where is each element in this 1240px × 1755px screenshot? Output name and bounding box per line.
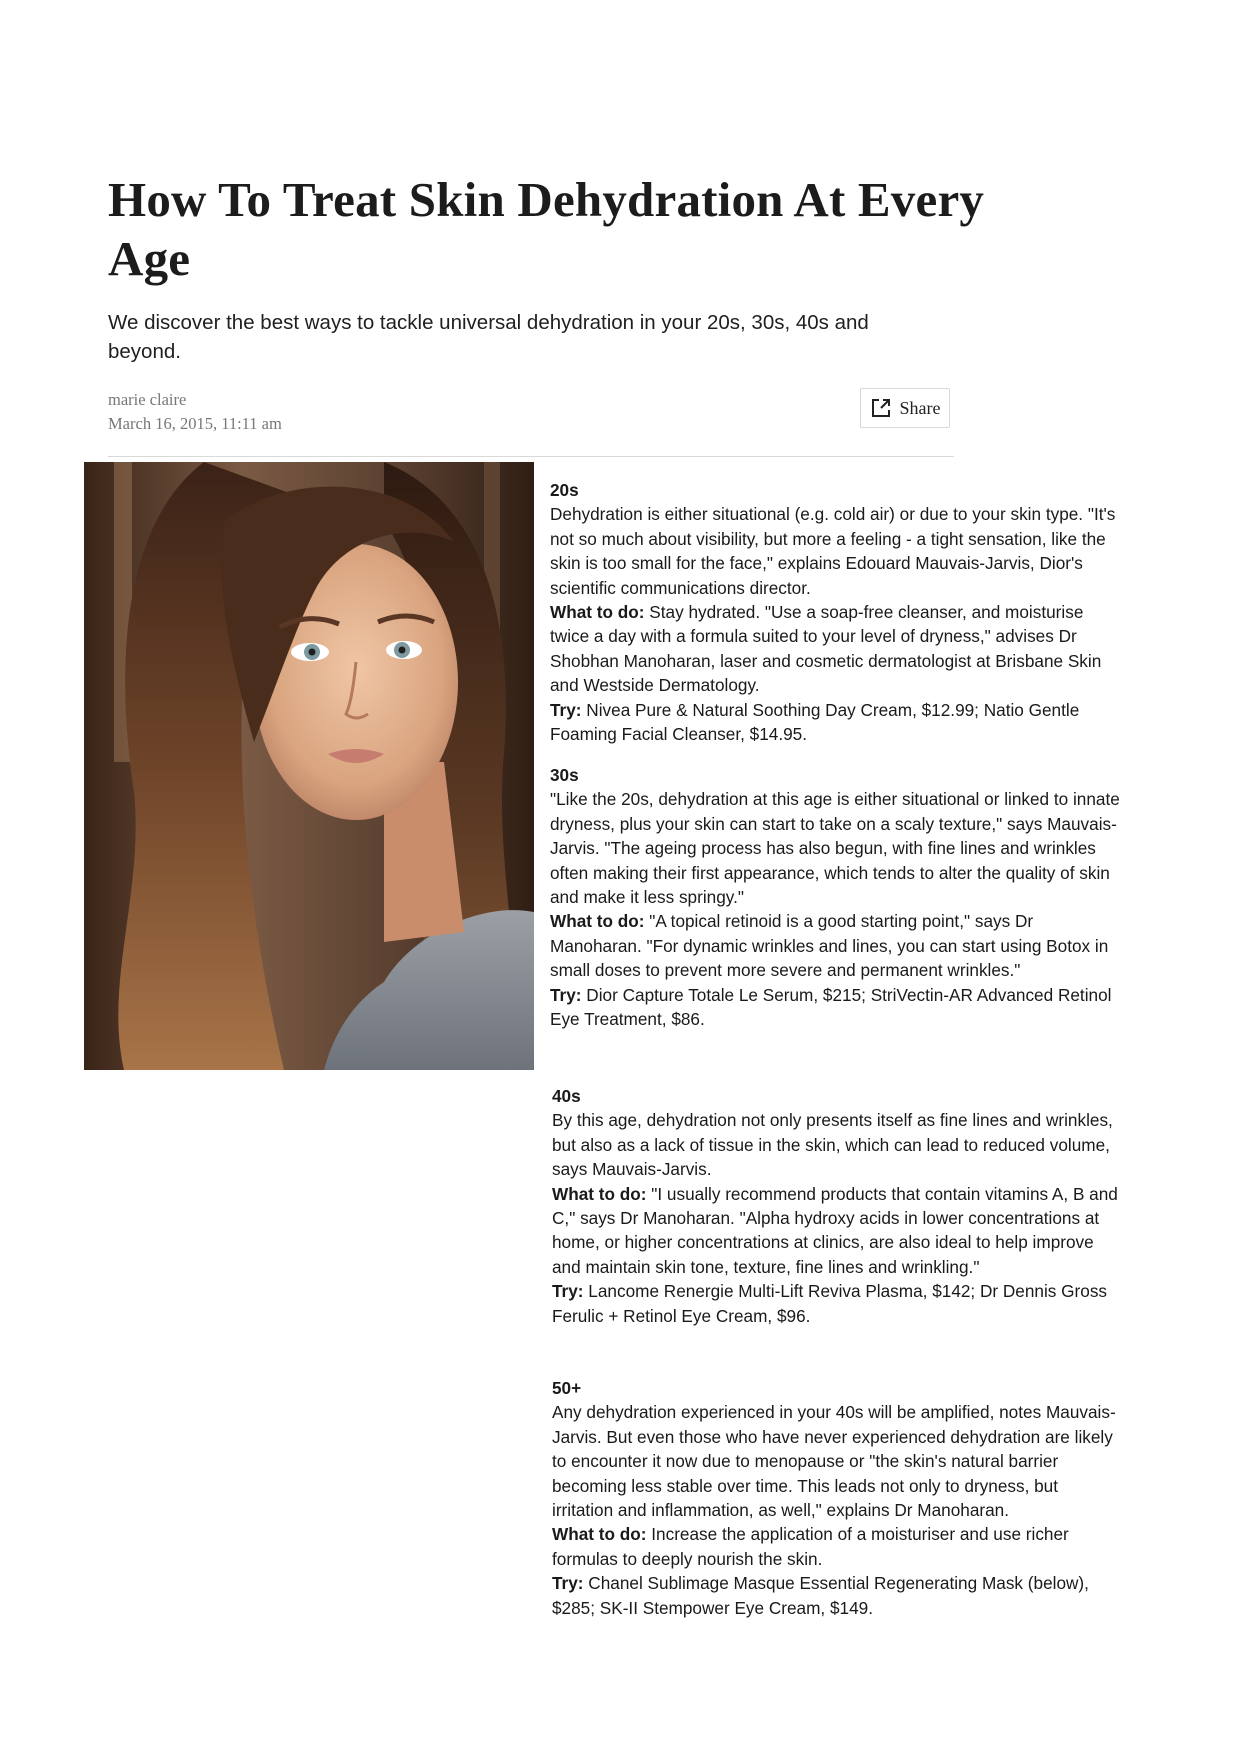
- section-what-to-do: [552, 1522, 1122, 1571]
- byline: [108, 388, 282, 436]
- section-heading: 50+: [552, 1378, 582, 1398]
- article-subtitle: We discover the best ways to tackle universal dehydration in your 20s, 30s, 40s and beyond.: [108, 311, 869, 363]
- section-50-plus: [552, 1376, 1122, 1620]
- what-to-do-label: What to do:: [550, 911, 645, 932]
- section-30s: [550, 763, 1120, 1031]
- section-intro: By this age, dehydration not only presents itself as fine lines and wrinkles, but also as a lack of tissue in the skin, which can lead to reduced volume, says Mauvais-Jarvis.: [552, 1110, 1113, 1180]
- section-intro: Any dehydration experienced in your 40s will be amplified, notes Mauvais-Jarvis. But even those who have never experienced dehydration are likely to encounter it now due to menopause or "the skin's natural barrier becoming less stable over time. This leads not only to dryness, but irritation and inflammation, as well," explains Dr Manoharan.: [552, 1402, 1116, 1521]
- section-intro: "Like the 20s, dehydration at this age is either situational or linked to innate dryness, plus your skin can start to take on a scaly texture," says Mauvais-Jarvis. "The ageing process has also begun, with fine lines and wrinkles often making their first appearance, which tends to alter the quality of skin and make it less springy.": [550, 789, 1120, 908]
- try-label: Try:: [550, 984, 582, 1005]
- what-to-do-label: What to do:: [550, 602, 645, 623]
- what-to-do-text: Stay hydrated. "Use a soap-free cleanser, and moisturise twice a day with a formula suited to your level of dryness," advises Dr Shobhan Manoharan, laser and cosmetic dermatologist at Brisbane Skin and Westside Dermatology.: [550, 602, 1102, 696]
- hero-photo: [84, 462, 534, 1070]
- section-try: [550, 698, 1120, 747]
- try-text: Lancome Renergie Multi-Lift Reviva Plasma, $142; Dr Dennis Gross Ferulic + Retinol Eye Cream, $96.: [552, 1281, 1108, 1326]
- section-40s: [552, 1084, 1122, 1328]
- try-label: Try:: [552, 1281, 584, 1302]
- section-try: [550, 983, 1120, 1032]
- share-label: Share: [899, 397, 941, 418]
- try-label: Try:: [550, 699, 582, 720]
- what-to-do-text: "I usually recommend products that contain vitamins A, B and C," says Dr Manoharan. "Alpha hydroxy acids in lower concentrations at home, or higher concentrations at clinics, are also ideal to help improve and maintain skin tone, texture, fine lines and wrinkling.": [552, 1183, 1118, 1277]
- publish-date: March 16, 2015, 11:11 am: [108, 414, 282, 433]
- section-what-to-do: [550, 600, 1120, 698]
- section-heading: 20s: [550, 480, 579, 500]
- what-to-do-text: Increase the application of a moisturiser and use richer formulas to deeply nourish the skin.: [552, 1524, 1069, 1569]
- section-intro: Dehydration is either situational (e.g. cold air) or due to your skin type. "It's not so much about visibility, but more a feeling - a tight sensation, like the skin is too small for the face," explains Edouard Mauvais-Jarvis, Dior's scientific communications director.: [550, 504, 1116, 598]
- section-try: [552, 1571, 1122, 1620]
- try-text: Nivea Pure & Natural Soothing Day Cream, $12.99; Natio Gentle Foaming Facial Cleanser, $14.95.: [550, 699, 1080, 745]
- section-20s: [550, 478, 1120, 746]
- try-text: Chanel Sublimage Masque Essential Regenerating Mask (below), $285; SK-II Stempower Eye Cream, $149.: [552, 1573, 1089, 1618]
- section-what-to-do: [550, 909, 1120, 982]
- section-try: [552, 1279, 1122, 1328]
- section-heading: 40s: [552, 1086, 581, 1106]
- section-heading: 30s: [550, 765, 579, 785]
- share-icon: [870, 397, 892, 419]
- try-label: Try:: [552, 1573, 584, 1594]
- what-to-do-label: What to do:: [552, 1524, 647, 1545]
- what-to-do-text: "A topical retinoid is a good starting point," says Dr Manoharan. "For dynamic wrinkles and lines, you can start using Botox in small doses to prevent more severe and permanent wrinkles.": [550, 911, 1109, 981]
- author-name: marie claire: [108, 390, 187, 409]
- header-divider: [108, 456, 954, 457]
- share-button[interactable]: [860, 388, 950, 428]
- article-title: How To Treat Skin Dehydration At Every Age: [108, 172, 985, 286]
- what-to-do-label: What to do:: [552, 1183, 647, 1204]
- section-what-to-do: [552, 1182, 1122, 1280]
- try-text: Dior Capture Totale Le Serum, $215; StriVectin-AR Advanced Retinol Eye Treatment, $86.: [550, 984, 1112, 1030]
